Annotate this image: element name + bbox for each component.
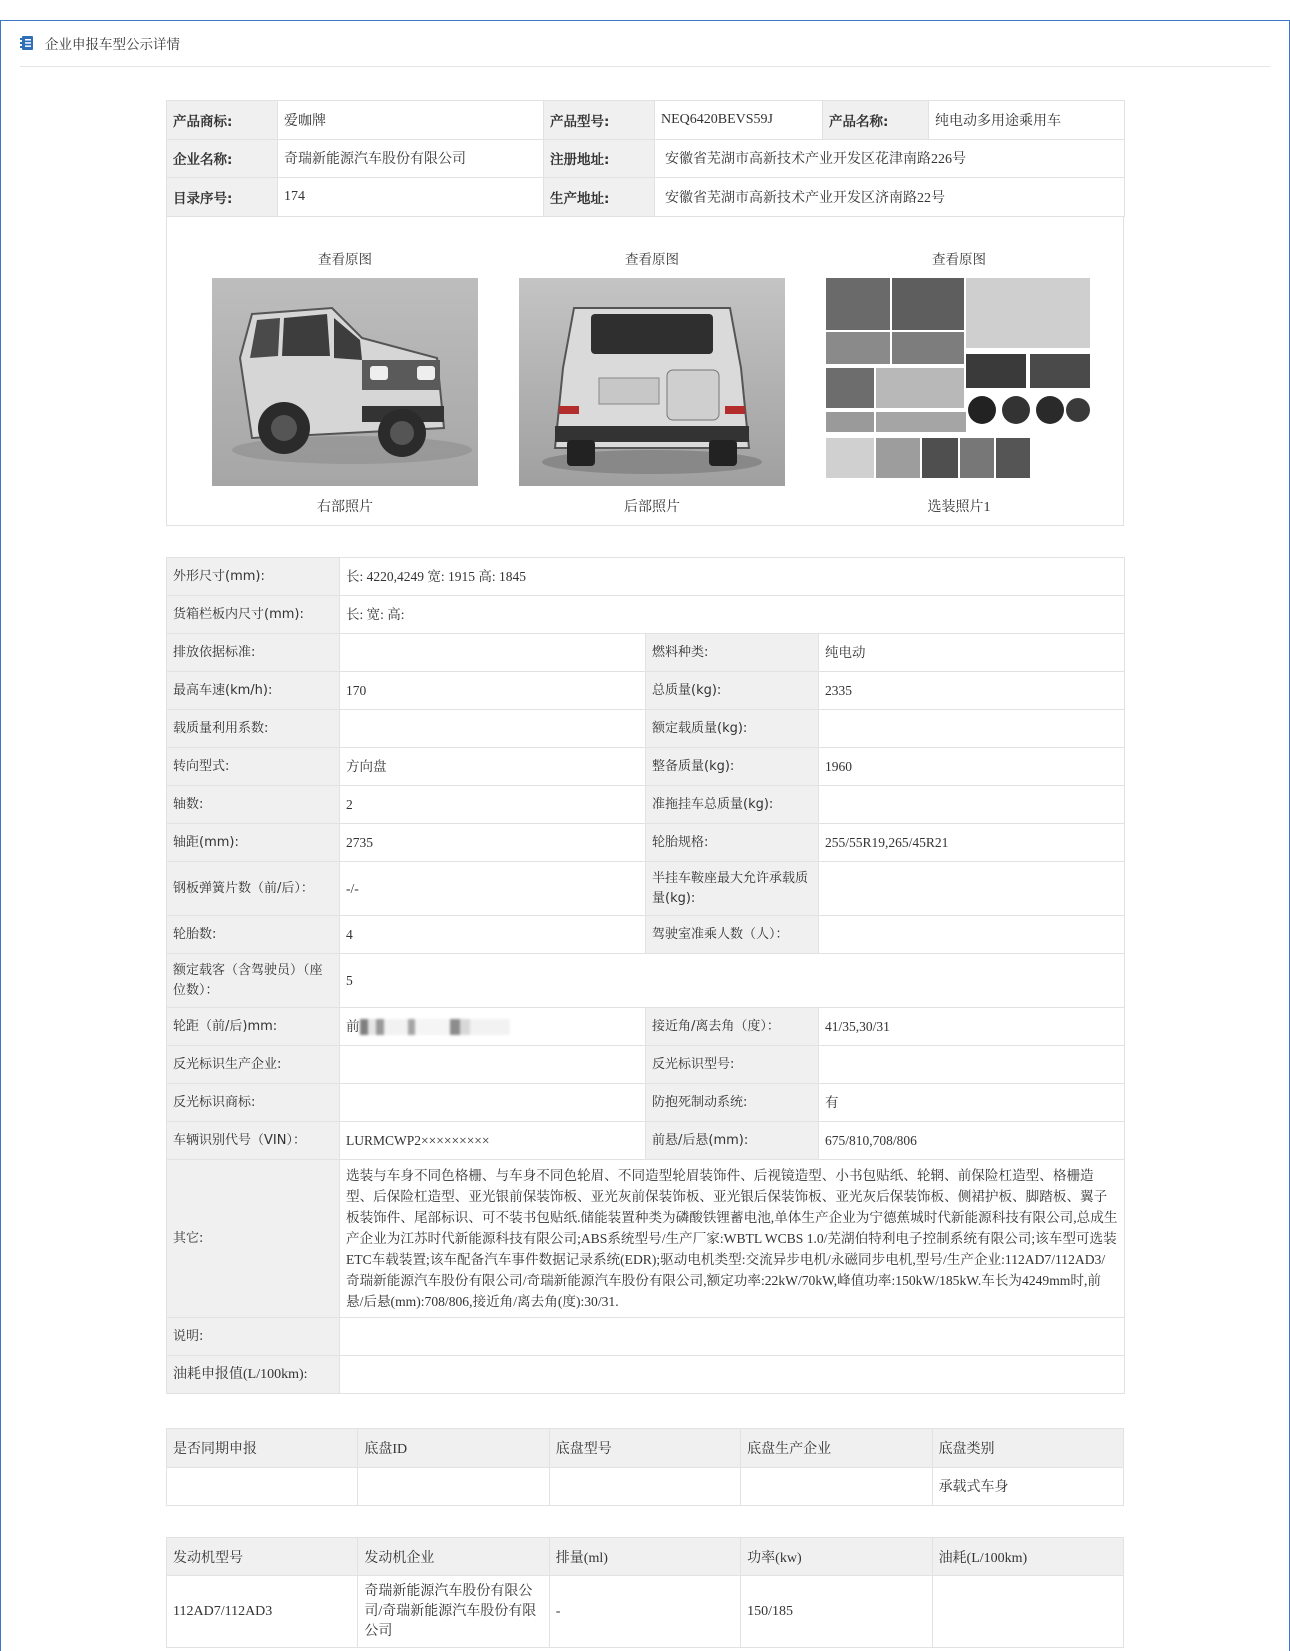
abs-label: 防抱死制动系统: (646, 1084, 819, 1122)
overhang-label: 前悬/后悬(mm): (646, 1122, 819, 1160)
spring-value: -/- (340, 862, 646, 916)
name-label: 产品名称: (823, 101, 929, 140)
optional-parts-image[interactable] (826, 278, 1092, 486)
trailer-label: 准拖挂车总质量(kg): (646, 786, 819, 824)
total-mass-value: 2335 (819, 672, 1125, 710)
fuel-label: 燃料种类: (646, 634, 819, 672)
tire-spec-value: 255/55R19,265/45R21 (819, 824, 1125, 862)
engine-header: 发动机企业 (358, 1538, 549, 1576)
cab-value (819, 916, 1125, 954)
engine-cell: - (549, 1576, 740, 1648)
emission-value (340, 634, 646, 672)
company-label: 企业名称: (167, 139, 278, 178)
steering-value: 方向盘 (340, 748, 646, 786)
prod-addr-label: 生产地址: (544, 178, 655, 217)
saddle-value (819, 862, 1125, 916)
fuel-decl-label: 油耗申报值(L/100km): (167, 1356, 340, 1394)
chassis-cell (741, 1467, 932, 1506)
model-value: NEQ6420BEVS59J (655, 101, 823, 140)
vehicle-right-image[interactable] (212, 278, 478, 486)
engine-header: 排量(ml) (549, 1538, 740, 1576)
engine-header: 油耗(L/100km) (932, 1538, 1123, 1576)
load-coef-label: 载质量利用系数: (167, 710, 340, 748)
reflect-brand-value (340, 1084, 646, 1122)
cargo-value: 长: 宽: 高: (340, 596, 1125, 634)
track-value (340, 1008, 646, 1046)
chassis-cell (358, 1467, 549, 1506)
steering-label: 转向型式: (167, 748, 340, 786)
view-original-link[interactable]: 查看原图 (318, 252, 372, 268)
trailer-value (819, 786, 1125, 824)
chassis-header: 底盘生产企业 (741, 1429, 932, 1468)
engine-cell (932, 1576, 1123, 1648)
photo-caption: 选装照片1 (927, 500, 991, 515)
note-label: 说明: (167, 1318, 340, 1356)
model-label: 产品型号: (544, 101, 655, 140)
photo-caption: 后部照片 (624, 500, 680, 515)
photo-optional (826, 250, 1092, 516)
engine-header: 发动机型号 (167, 1538, 358, 1576)
page-title: 企业申报车型公示详情 (45, 37, 180, 53)
chassis-header: 底盘类别 (932, 1429, 1123, 1468)
tire-spec-label: 轮胎规格: (646, 824, 819, 862)
axles-label: 轴数: (167, 786, 340, 824)
track-label: 轮距（前/后)mm: (167, 1008, 340, 1046)
reflect-model-value (819, 1046, 1125, 1084)
passengers-value: 5 (340, 954, 1125, 1008)
photo-right (212, 250, 478, 516)
params-table (166, 557, 1125, 1394)
speed-value: 170 (340, 672, 646, 710)
other-value: 选装与车身不同色格栅、与车身不同色轮眉、不同造型轮眉装饰件、后视镜造型、小书包贴纸、轮辋、前保险杠造型、格栅造型、后保险杠造型、亚光银前保装饰板、亚光灰前保装饰板、亚光银后保装饰板、亚光灰后保装饰板、侧裙护板、脚踏板、翼子板装饰件、尾部标识、可不装书包贴纸.储能装置种类为磷酸铁锂蓄电池,单体生产企业为宁德蕉城时代新能源科技有限公司,总成生产企业为江苏时代新能源科技有限公司;ABS系统型号/生产厂家:WBTL WCBS 1.0/芜湖伯特利电子控制系统有限公司;该车型可选装ETC车载装置;该车配备汽车事件数据记录系统(EDR);驱动电机类型:交流异步电机/永磁同步电机,型号/生产企业:112AD7/112AD3/奇瑞新能源汽车股份有限公司/奇瑞新能源汽车股份有限公司,额定功率:22kW/70kW,峰值功率:150kW/185kW.车长为4249mm时,前悬/后悬(mm):708/806,接近角/离去角(度):30/31. (340, 1160, 1125, 1318)
dims-value: 长: 4220,4249 宽: 1915 高: 1845 (340, 558, 1125, 596)
curb-value: 1960 (819, 748, 1125, 786)
angle-value: 41/35,30/31 (819, 1008, 1125, 1046)
view-original-link[interactable]: 查看原图 (932, 252, 986, 268)
fuel-value: 纯电动 (819, 634, 1125, 672)
wheelbase-value: 2735 (340, 824, 646, 862)
reflect-mfr-value (340, 1046, 646, 1084)
reg-addr-label: 注册地址: (544, 139, 655, 178)
photo-gallery (166, 216, 1124, 526)
engine-table (166, 1537, 1124, 1648)
brand-value: 爱咖牌 (278, 101, 544, 140)
chassis-cell (549, 1467, 740, 1506)
view-original-link[interactable]: 查看原图 (625, 252, 679, 268)
chassis-header: 是否同期申报 (167, 1429, 358, 1468)
wheelbase-label: 轴距(mm): (167, 824, 340, 862)
saddle-label: 半挂车鞍座最大允许承载质量(kg): (646, 862, 819, 916)
name-value: 纯电动多用途乘用车 (929, 101, 1125, 140)
vin-label: 车辆识别代号（VIN）： (167, 1122, 340, 1160)
photo-rear (519, 250, 785, 516)
track-prefix: 前 (346, 1018, 360, 1034)
chassis-cell: 承载式车身 (932, 1467, 1123, 1506)
reg-addr-value: 安徽省芜湖市高新技术产业开发区花津南路226号 (655, 139, 1125, 178)
engine-cell: 奇瑞新能源汽车股份有限公司/奇瑞新能源汽车股份有限公司 (358, 1576, 549, 1648)
vehicle-rear-image[interactable] (519, 278, 785, 486)
vin-value: LURMCWP2××××××××× (340, 1122, 646, 1160)
curb-label: 整备质量(kg): (646, 748, 819, 786)
tires-value: 4 (340, 916, 646, 954)
redacted-track (360, 1019, 510, 1035)
reflect-model-label: 反光标识型号: (646, 1046, 819, 1084)
emission-label: 排放依据标准: (167, 634, 340, 672)
catalog-value: 174 (278, 178, 544, 217)
angle-label: 接近角/离去角（度）： (646, 1008, 819, 1046)
catalog-label: 目录序号: (167, 178, 278, 217)
rated-load-value (819, 710, 1125, 748)
axles-value: 2 (340, 786, 646, 824)
dims-label: 外形尺寸(mm): (167, 558, 340, 596)
photo-caption: 右部照片 (317, 500, 373, 515)
chassis-table (166, 1428, 1124, 1506)
chassis-header: 底盘型号 (549, 1429, 740, 1468)
passengers-label: 额定载客（含驾驶员）（座位数）： (167, 954, 340, 1008)
engine-header: 功率(kw) (741, 1538, 932, 1576)
reflect-mfr-label: 反光标识生产企业: (167, 1046, 340, 1084)
load-coef-value (340, 710, 646, 748)
company-value: 奇瑞新能源汽车股份有限公司 (278, 139, 544, 178)
rated-load-label: 额定载质量(kg): (646, 710, 819, 748)
tires-label: 轮胎数: (167, 916, 340, 954)
list-icon (20, 35, 35, 51)
panel-header (20, 20, 1270, 67)
overhang-value: 675/810,708/806 (819, 1122, 1125, 1160)
note-value (340, 1318, 1125, 1356)
speed-label: 最高车速(km/h): (167, 672, 340, 710)
basic-info-table (166, 100, 1125, 217)
abs-value: 有 (819, 1084, 1125, 1122)
fuel-decl-value (340, 1356, 1125, 1394)
cargo-label: 货箱栏板内尺寸(mm): (167, 596, 340, 634)
chassis-cell (167, 1467, 358, 1506)
cab-label: 驾驶室准乘人数（人）： (646, 916, 819, 954)
total-mass-label: 总质量(kg): (646, 672, 819, 710)
reflect-brand-label: 反光标识商标: (167, 1084, 340, 1122)
chassis-header: 底盘ID (358, 1429, 549, 1468)
prod-addr-value: 安徽省芜湖市高新技术产业开发区济南路22号 (655, 178, 1125, 217)
engine-cell: 112AD7/112AD3 (167, 1576, 358, 1648)
brand-label: 产品商标: (167, 101, 278, 140)
engine-cell: 150/185 (741, 1576, 932, 1648)
other-label: 其它: (167, 1160, 340, 1318)
spring-label: 钢板弹簧片数（前/后）： (167, 862, 340, 916)
